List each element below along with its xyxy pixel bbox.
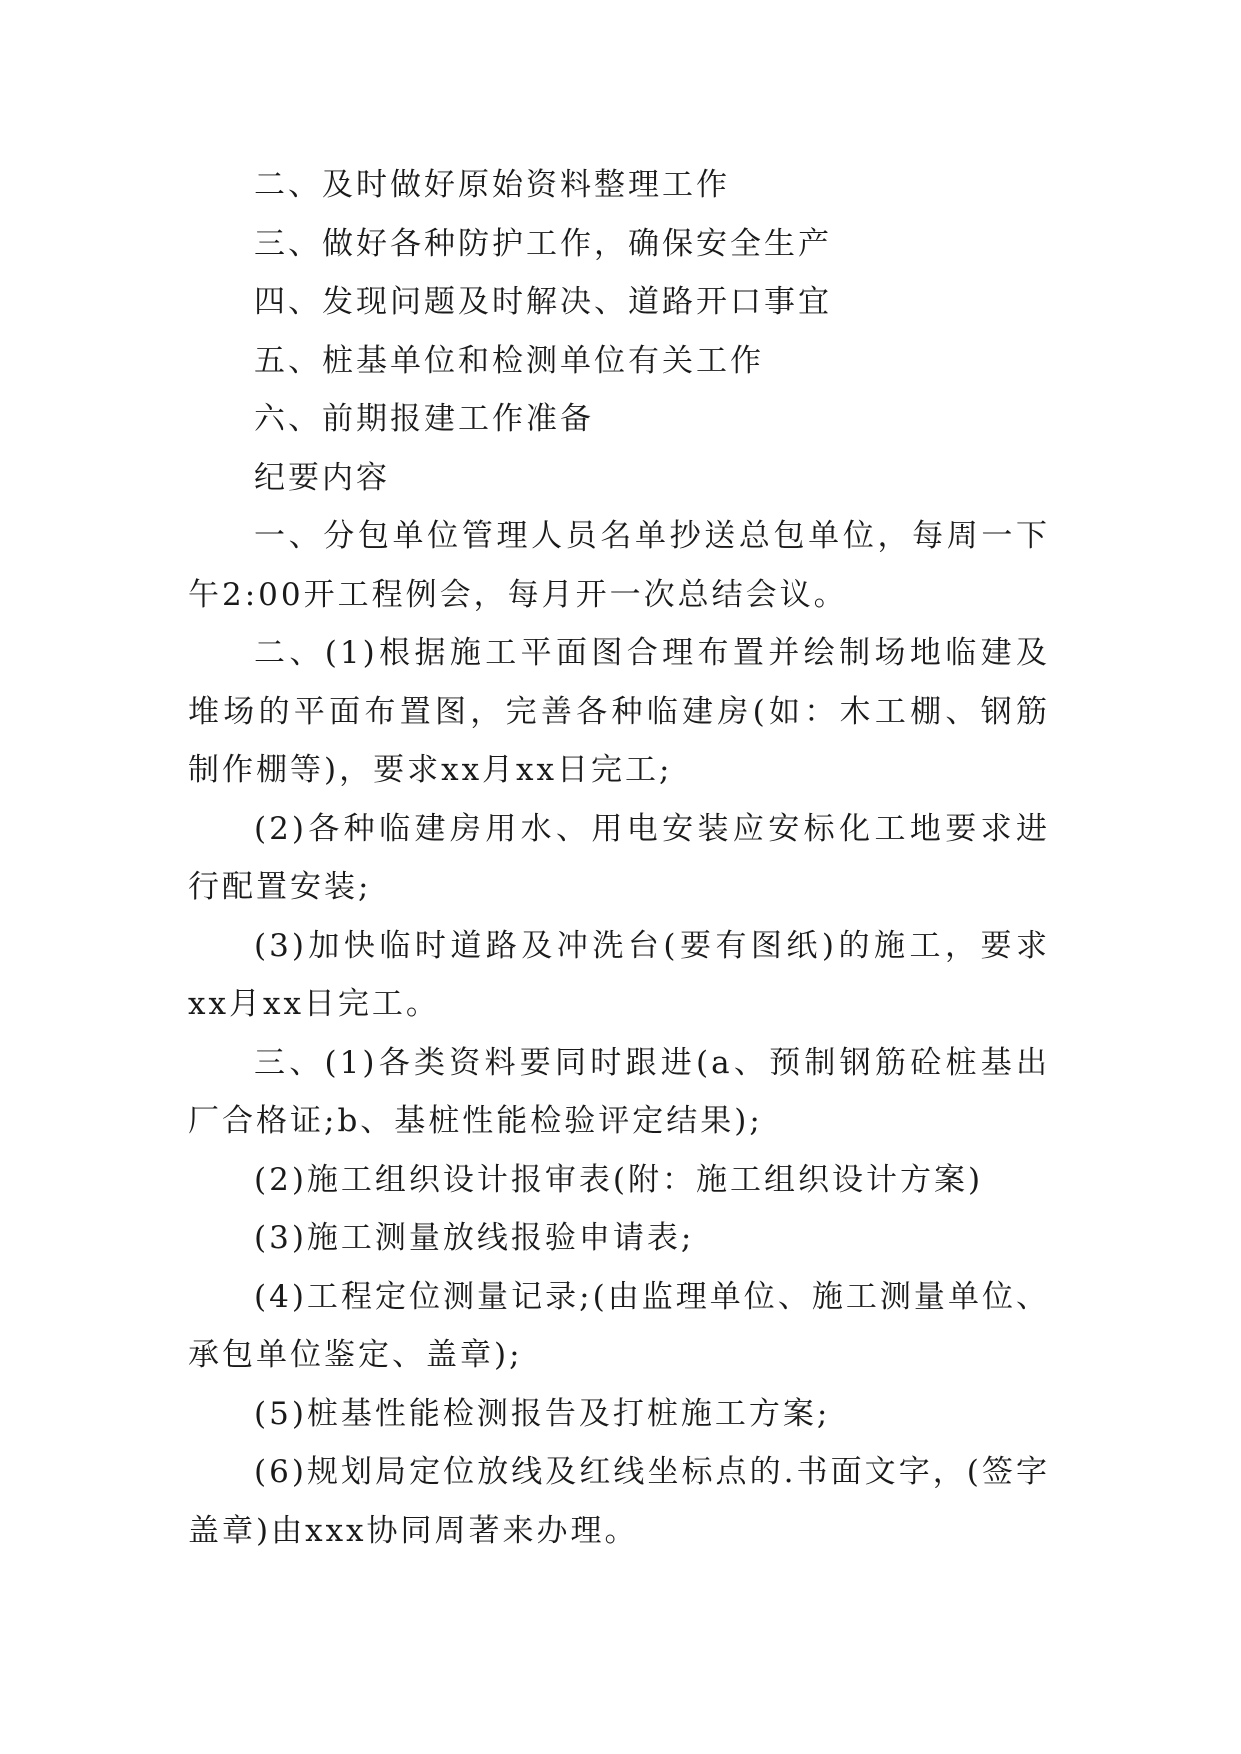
minutes-item-2-1: 二、(1)根据施工平面图合理布置并绘制场地临建及堆场的平面布置图，完善各种临建房(如：木工棚、钢筋制作棚等)，要求xx月xx日完工; — [188, 635, 1050, 788]
heading-item-3: 三、做好各种防护工作，确保安全生产 — [254, 225, 832, 262]
heading-item-5: 五、桩基单位和检测单位有关工作 — [254, 342, 764, 379]
minutes-item-3-5: (5)桩基性能检测报告及打桩施工方案; — [254, 1395, 831, 1432]
heading-item-6: 六、前期报建工作准备 — [254, 401, 594, 437]
minutes-item-2-2: (2)各种临建房用水、用电安装应安标化工地要求进行配置安装; — [188, 810, 1050, 905]
minutes-item-3-6: (6)规划局定位放线及红线坐标点的.书面文字，(签字盖章)由xxx协同周著来办理。 — [188, 1454, 1050, 1549]
minutes-item-3-4: (4)工程定位测量记录;(由监理单位、施工测量单位、承包单位鉴定、盖章); — [188, 1278, 1050, 1373]
minutes-item-3-2: (2)施工组织设计报审表(附：施工组织设计方案) — [254, 1161, 984, 1198]
heading-item-4: 四、发现问题及时解决、道路开口事宜 — [254, 284, 832, 320]
minutes-item-1: 一、分包单位管理人员名单抄送总包单位，每周一下午2:00开工程例会，每月开一次总结会议。 — [188, 518, 1050, 613]
document-body — [188, 156, 1050, 1560]
minutes-item-3-1: 三、(1)各类资料要同时跟进(a、预制钢筋砼桩基出厂合格证;b、基桩性能检验评定结果); — [188, 1044, 1050, 1139]
minutes-item-3-3: (3)施工测量放线报验申请表; — [254, 1220, 695, 1256]
heading-item-2: 二、及时做好原始资料整理工作 — [254, 167, 730, 203]
section-title-minutes: 纪要内容 — [254, 459, 390, 496]
minutes-item-2-3: (3)加快临时道路及冲洗台(要有图纸)的施工，要求xx月xx日完工。 — [188, 927, 1050, 1022]
